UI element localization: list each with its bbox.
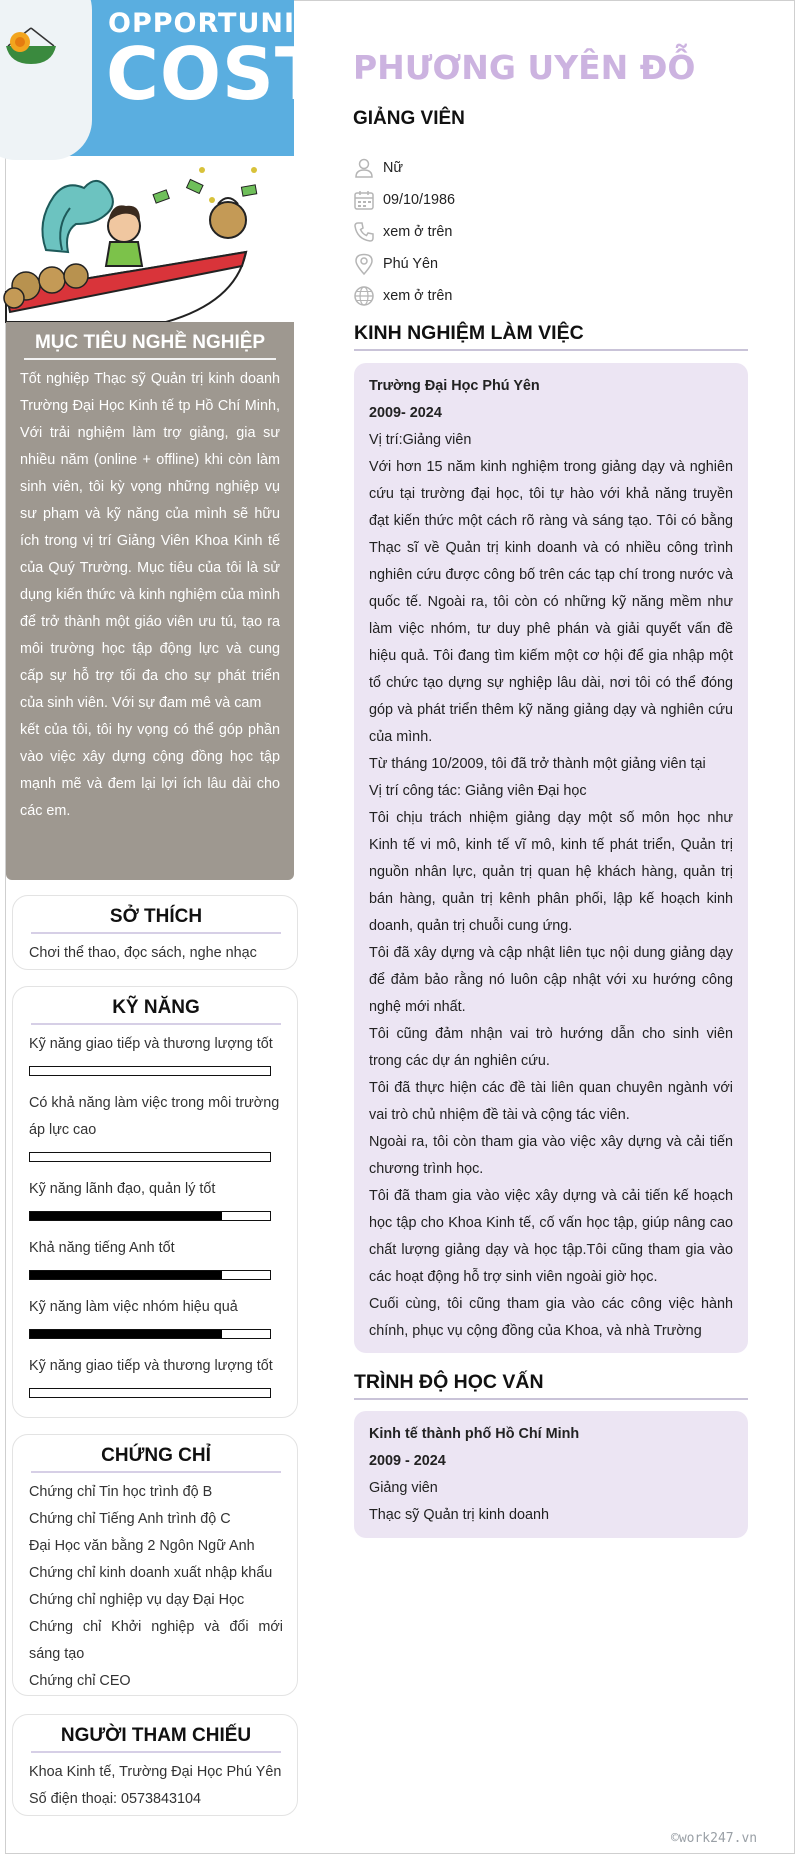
experience-paragraph: Tôi đã xây dựng và cập nhật liên tục nội dung giảng dạy để đảm bảo rằng nó luôn cập nhật với xu hướng công nghệ mới nhất. — [369, 945, 733, 1015]
skill-bar-fill — [30, 1212, 222, 1220]
website-text: xem ở trên — [383, 288, 453, 304]
skills-title: KỸ NĂNG — [31, 997, 281, 1025]
certificate-item: Đại Học văn bằng 2 Ngôn Ngữ Anh — [29, 1538, 255, 1554]
certificate-item: Chứng chỉ Tiếng Anh trình độ C — [29, 1511, 231, 1527]
certificates-card — [12, 1434, 298, 1696]
experience-period: 2009- 2024 — [369, 405, 442, 421]
experience-company: Trường Đại Học Phú Yên — [369, 378, 540, 394]
references-card — [12, 1714, 298, 1816]
skill-label: Có khả năng làm việc trong môi trường áp lực cao — [29, 1095, 280, 1138]
hobbies-card — [12, 895, 298, 970]
reference-phone: Số điện thoại: 0573843104 — [29, 1791, 202, 1807]
experience-box — [354, 363, 748, 1353]
skill-bar — [29, 1152, 271, 1162]
info-location — [353, 252, 653, 276]
skill-bar — [29, 1329, 271, 1339]
skill-item — [29, 1294, 283, 1339]
skill-bar — [29, 1066, 271, 1076]
objective-text: Tốt nghiệp Thạc sỹ Quản trị kinh doanh Trường Đại Học Kinh tế tp Hồ Chí Minh, Với trải nghiệm làm trợ giảng, gia sư nhiều năm (online + offline) khi còn làm sinh viên, tôi kỳ vọng những nghiệp vụ sư phạm và kỹ năng của mình sẽ hữu ích trong vị trí Giảng Viên Khoa Kinh tế của Quý Trường. Mục tiêu của tôi là sử dụng kiến thức và kinh nghiệm của mình để trở thành một giáo viên ưu tú, tạo ra môi trường học tập động lực và cung cấp sự hỗ trợ tối đa cho sự phát triển của sinh viên. Với sự đam mê và cam — [20, 371, 280, 711]
skill-item — [29, 1235, 283, 1280]
experience-paragraph: Cuối cùng, tôi cũng tham gia vào các công việc hành chính, phục vụ cộng đồng của Khoa, và nhà Trường — [369, 1296, 733, 1339]
banner-word-opportunity: OPPORTUNITY — [108, 8, 336, 39]
location-pin-icon — [353, 253, 375, 275]
skill-bar — [29, 1211, 271, 1221]
certificates-title: CHỨNG CHỈ — [31, 1445, 281, 1473]
user-icon — [353, 157, 375, 179]
watermark: ©work247.vn — [671, 1831, 758, 1846]
objective-title: MỤC TIÊU NGHỀ NGHIỆP — [24, 332, 276, 360]
education-box — [354, 1411, 748, 1538]
skill-label: Kỹ năng giao tiếp và thương lượng tốt — [29, 1358, 273, 1374]
experience-paragraph: Vị trí công tác: Giảng viên Đại học — [369, 783, 587, 799]
certificate-item: Chứng chỉ kinh doanh xuất nhập khẩu — [29, 1565, 273, 1581]
gender-text: Nữ — [383, 160, 404, 176]
references-title: NGƯỜI THAM CHIẾU — [31, 1725, 281, 1753]
banner-image — [6, 0, 336, 156]
skill-bar-fill — [30, 1330, 222, 1338]
experience-paragraph: Với hơn 15 năm kinh nghiệm trong giảng dạy và nghiên cứu tại trường đại học, tôi tự hào với khả năng truyền đạt kiến thức một cách rõ ràng và sáng tạo. Tôi có bằng Thạc sĩ về Quản trị kinh doanh và có nhiều công trình nghiên cứu được công bố trên các tạp chí trong nước và quốc tế. Ngoài ra, tôi còn có những kỹ năng mềm như làm việc nhóm, tư duy phê phán và giải quyết vấn đề hiệu quả. Tôi đang tìm kiếm một cơ hội để gia nhập một tổ chức tạo dựng sự nghiệp lâu dài, nơi tôi có thể đóng góp và phát triển thêm kỹ năng giảng dạy và nghiên cứu của mình. — [369, 459, 733, 745]
skill-label: Khả năng tiếng Anh tốt — [29, 1240, 175, 1256]
skill-label: Kỹ năng làm việc nhóm hiệu quả — [29, 1299, 238, 1315]
experience-paragraph: Tôi chịu trách nhiệm giảng dạy một số môn học như Kinh tế vi mô, kinh tế vĩ mô, kinh tế phát triển, Quản trị nguồn nhân lực, quản trị quan hệ khách hàng, quản trị bán hàng, quản trị kênh phân phối, lập kế hoạch kinh doanh, quản trị chuỗi cung ứng. — [369, 810, 733, 934]
experience-position: Vị trí:Giảng viên — [369, 432, 472, 448]
candidate-name: PHƯƠNG UYÊN ĐỖ — [353, 48, 696, 87]
education-heading: TRÌNH ĐỘ HỌC VẤN — [354, 1371, 748, 1400]
skill-label: Kỹ năng giao tiếp và thương lượng tốt — [29, 1036, 273, 1052]
globe-icon — [353, 285, 375, 307]
objective-section — [6, 322, 294, 880]
skill-item — [29, 1353, 283, 1398]
skill-label: Kỹ năng lãnh đạo, quản lý tốt — [29, 1181, 216, 1197]
banner-word-cost: COST — [106, 32, 326, 116]
scale-icon — [6, 28, 56, 68]
info-phone — [353, 220, 653, 244]
skills-card — [12, 986, 298, 1418]
experience-heading: KINH NGHIỆM LÀM VIỆC — [354, 322, 748, 351]
skill-item — [29, 1090, 283, 1162]
phone-text: xem ở trên — [383, 224, 453, 240]
skill-item — [29, 1176, 283, 1221]
banner-sign — [0, 0, 92, 160]
info-gender — [353, 156, 653, 180]
experience-paragraph: Tôi đã thực hiện các đề tài liên quan chuyên ngành với vai trò chủ nhiệm đề tài và cộng tác viên. — [369, 1080, 733, 1123]
cartoon-image — [6, 162, 294, 322]
certificate-item: Chứng chỉ nghiệp vụ dạy Đại Học — [29, 1592, 245, 1608]
hobbies-title: SỞ THÍCH — [31, 906, 281, 934]
experience-paragraph: Từ tháng 10/2009, tôi đã trở thành một giảng viên tại — [369, 756, 706, 772]
education-period: 2009 - 2024 — [369, 1453, 446, 1469]
calendar-icon — [353, 189, 375, 211]
skill-bar — [29, 1388, 271, 1398]
info-birthday — [353, 188, 653, 212]
reference-line: Khoa Kinh tế, Trường Đại Học Phú Yên — [29, 1764, 282, 1780]
objective-text-continued: kết của tôi, tôi hy vọng có thể góp phần vào việc xây dựng cộng đồng học tập mạnh mẽ và đem lại lợi ích lâu dài cho các em. — [20, 722, 280, 819]
info-website — [353, 284, 653, 308]
education-degree: Thạc sỹ Quản trị kinh doanh — [369, 1507, 549, 1523]
experience-paragraph: Ngoài ra, tôi còn tham gia vào việc xây dựng và cải tiến chương trình học. — [369, 1134, 733, 1177]
phone-icon — [353, 221, 375, 243]
location-text: Phú Yên — [383, 256, 438, 272]
hobbies-text: Chơi thể thao, đọc sách, nghe nhạc — [29, 945, 257, 961]
skill-bar-fill — [30, 1271, 222, 1279]
candidate-title: GIẢNG VIÊN — [353, 108, 465, 129]
education-role: Giảng viên — [369, 1480, 438, 1496]
certificate-item: Chứng chỉ Tin học trình độ B — [29, 1484, 213, 1500]
certificate-item: Chứng chỉ Khởi nghiệp và đổi mới sáng tạo — [29, 1619, 283, 1662]
experience-paragraph: Tôi cũng đảm nhận vai trò hướng dẫn cho sinh viên trong các dự án nghiên cứu. — [369, 1026, 733, 1069]
certificate-item: Chứng chỉ CEO — [29, 1673, 131, 1689]
birthday-text: 09/10/1986 — [383, 192, 456, 208]
experience-paragraph: Tôi đã tham gia vào việc xây dựng và cải tiến kế hoạch học tập cho Khoa Kinh tế, cố vấn học tập, giúp nâng cao chất lượng giảng dạy và học tập.Tôi cũng tham gia vào các hoạt động hỗ trợ sinh viên ngoài giờ học. — [369, 1188, 733, 1285]
education-school: Kinh tế thành phố Hồ Chí Minh — [369, 1426, 580, 1442]
skill-item — [29, 1031, 283, 1076]
skill-bar — [29, 1270, 271, 1280]
